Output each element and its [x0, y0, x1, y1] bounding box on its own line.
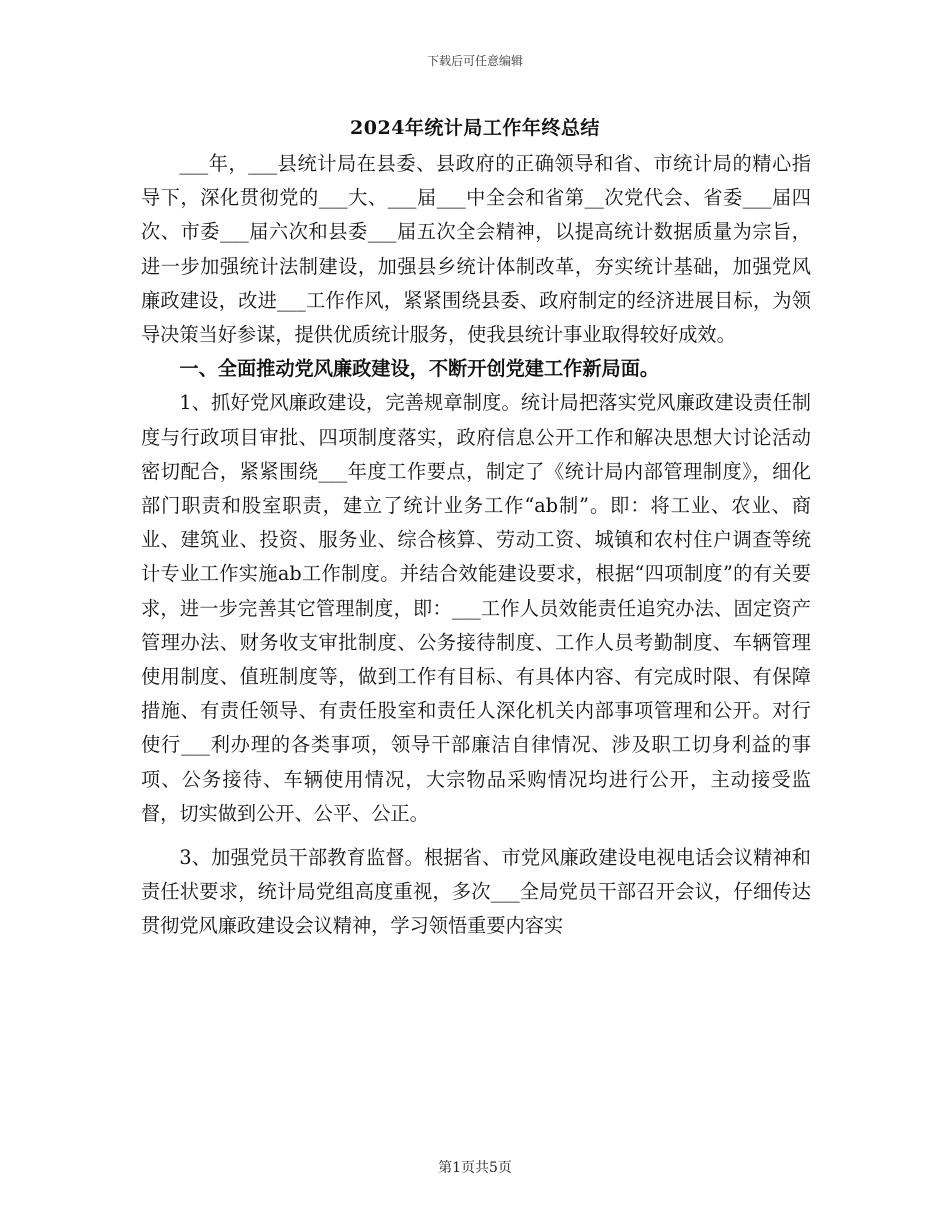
page-header-note: 下载后可任意编辑	[426, 54, 523, 68]
intro-paragraph: ___年，___县统计局在县委、县政府的正确领导和省、市统计局的精心指导下，深化贯彻党的___大、___届___中全会和省第__次党代会、省委___届四次、市委___届六次和县委___届五次全会精神，以提高统计数据质量为宗旨，进一步加强统计法制建设，加强县乡统计体制改革，夯实统计基础，加强党风廉政建设，改进___工作作风，紧紧围绕县委、政府制定的经济进展目标，为领导决策当好参谋，提供优质统计服务，使我县统计事业取得较好成效。	[141, 152, 811, 347]
page-footer: 第1页共5页	[438, 1160, 512, 1176]
body-paragraph: 3、加强党员干部教育监督。根据省、市党风廉政建设电视电话会议精神和责任状要求，统计局党组高度重视，多次___全局党员干部召开会议，仔细传达贯彻党风廉政建设会议精神，学习领悟重要内容实	[141, 846, 811, 938]
section-heading: 一、全面推动党风廉政建设，不断开创党建工作新局面。	[179, 357, 660, 381]
document-title: 2024年统计局工作年终总结	[350, 117, 600, 139]
body-paragraph: 1、抓好党风廉政建设，完善规章制度。统计局把落实党风廉政建设责任制度与行政项目审批、四项制度落实，政府信息公开工作和解决思想大讨论活动密切配合，紧紧围绕___年度工作要点，制定了《统计局内部管理制度》，细化部门职责和股室职责，建立了统计业务工作“ab制”。即：将工业、农业、商业、建筑业、投资、服务业、综合核算、劳动工资、城镇和农村住户调查等统计专业工作实施ab工作制度。并结合效能建设要求，根据“四项制度”的有关要求，进一步完善其它管理制度，即：___工作人员效能责任追究办法、固定资产管理办法、财务收支审批制度、公务接待制度、工作人员考勤制度、车辆管理使用制度、值班制度等，做到工作有目标、有具体内容、有完成时限、有保障措施、有责任领导、有责任股室和责任人深化机关内部事项管理和公开。对行使行___利办理的各类事项，领导干部廉洁自律情况、涉及职工切身利益的事项、公务接待、车辆使用情况，大宗物品采购情况均进行公开，主动接受监督，切实做到公开、公平、公正。	[141, 391, 811, 825]
document-body	[141, 147, 811, 944]
